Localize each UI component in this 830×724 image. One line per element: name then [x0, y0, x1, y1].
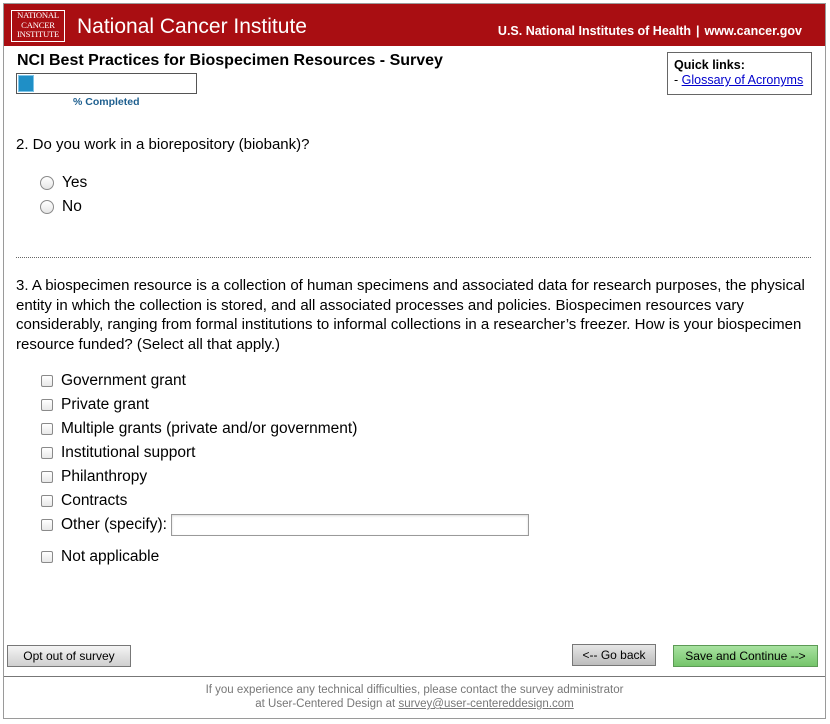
q3-option-label: Not applicable: [61, 548, 160, 565]
checkbox-contracts[interactable]: [41, 495, 53, 507]
q2-option-yes[interactable]: [40, 173, 87, 193]
q3-option-philanthropy[interactable]: [40, 467, 147, 487]
quick-link-bullet: -: [674, 73, 682, 87]
nci-logo[interactable]: NATIONAL CANCER INSTITUTE: [11, 10, 65, 42]
q3-option-label: Multiple grants (private and/or government): [61, 420, 358, 437]
radio-button-no[interactable]: [40, 200, 54, 214]
checkbox-not-applicable[interactable]: [41, 551, 53, 563]
progress-bar: [16, 73, 197, 94]
nih-text[interactable]: U.S. National Institutes of Health: [497, 24, 691, 38]
question-2-text: 2. Do you work in a biorepository (biobank)?: [16, 136, 310, 153]
checkbox-multiple-grants[interactable]: [41, 423, 53, 435]
question-divider: [16, 257, 811, 258]
page-frame: [3, 3, 826, 719]
opt-out-button[interactable]: Opt out of survey: [7, 645, 131, 667]
q3-option-other[interactable]: [40, 515, 529, 535]
cancer-gov-link[interactable]: www.cancer.gov: [704, 24, 802, 38]
q3-option-institutional-support[interactable]: [40, 443, 195, 463]
glossary-link[interactable]: Glossary of Acronyms: [681, 73, 804, 87]
q3-option-private-grant[interactable]: [40, 395, 149, 415]
header-banner: [4, 4, 825, 46]
quick-links-title: Quick links:: [674, 58, 745, 72]
footer: [4, 683, 825, 711]
go-back-button[interactable]: <-- Go back: [572, 644, 656, 666]
checkbox-private-grant[interactable]: [41, 399, 53, 411]
q3-option-label: Philanthropy: [61, 468, 148, 485]
progress-label: % Completed: [73, 96, 140, 108]
q3-option-label: Institutional support: [61, 444, 196, 461]
other-specify-input[interactable]: [171, 514, 529, 536]
q3-option-label: Private grant: [61, 396, 149, 413]
checkbox-philanthropy[interactable]: [41, 471, 53, 483]
nih-link: [498, 24, 802, 38]
checkbox-other[interactable]: [41, 519, 53, 531]
header-separator: |: [696, 24, 700, 38]
checkbox-government-grant[interactable]: [41, 375, 53, 387]
quick-links-box: [667, 52, 812, 95]
survey-title: NCI Best Practices for Biospecimen Resources - Survey: [17, 52, 443, 69]
admin-email-link[interactable]: survey@user-centereddesign.com: [398, 698, 574, 710]
checkbox-institutional-support[interactable]: [41, 447, 53, 459]
q2-option-label: No: [62, 198, 82, 215]
footer-prefix: at User-Centered Design at: [255, 698, 399, 710]
save-and-continue-button[interactable]: Save and Continue -->: [673, 645, 818, 667]
q3-option-multiple-grants[interactable]: [40, 419, 357, 439]
radio-button-yes[interactable]: [40, 176, 54, 190]
q3-option-government-grant[interactable]: [40, 371, 186, 391]
progress-fill: [18, 75, 34, 92]
q3-option-not-applicable[interactable]: [40, 547, 159, 567]
q3-option-label: Contracts: [61, 492, 128, 509]
question-3-text: 3. A biospecimen resource is a collection of human specimens and associated data for research purposes, the physical entity in which the collection is stored, and all associated processes and policies. Biospecimen resources vary considerably, ranging from formal institutions to informal collections in a researcher’s freezer. How is your biospecimen resource funded? (Select all that apply.): [16, 277, 805, 353]
footer-line-2: [4, 697, 825, 711]
footer-divider: [4, 676, 825, 677]
quick-link-item: [674, 72, 805, 88]
q2-option-label: Yes: [62, 174, 88, 191]
site-title[interactable]: National Cancer Institute: [77, 15, 307, 38]
footer-line-1: If you experience any technical difficulties, please contact the survey administrator: [205, 684, 624, 696]
q3-option-label: Other (specify):: [61, 516, 167, 533]
q2-option-no[interactable]: [40, 197, 82, 217]
q3-option-contracts[interactable]: [40, 491, 127, 511]
q3-option-label: Government grant: [61, 372, 186, 389]
